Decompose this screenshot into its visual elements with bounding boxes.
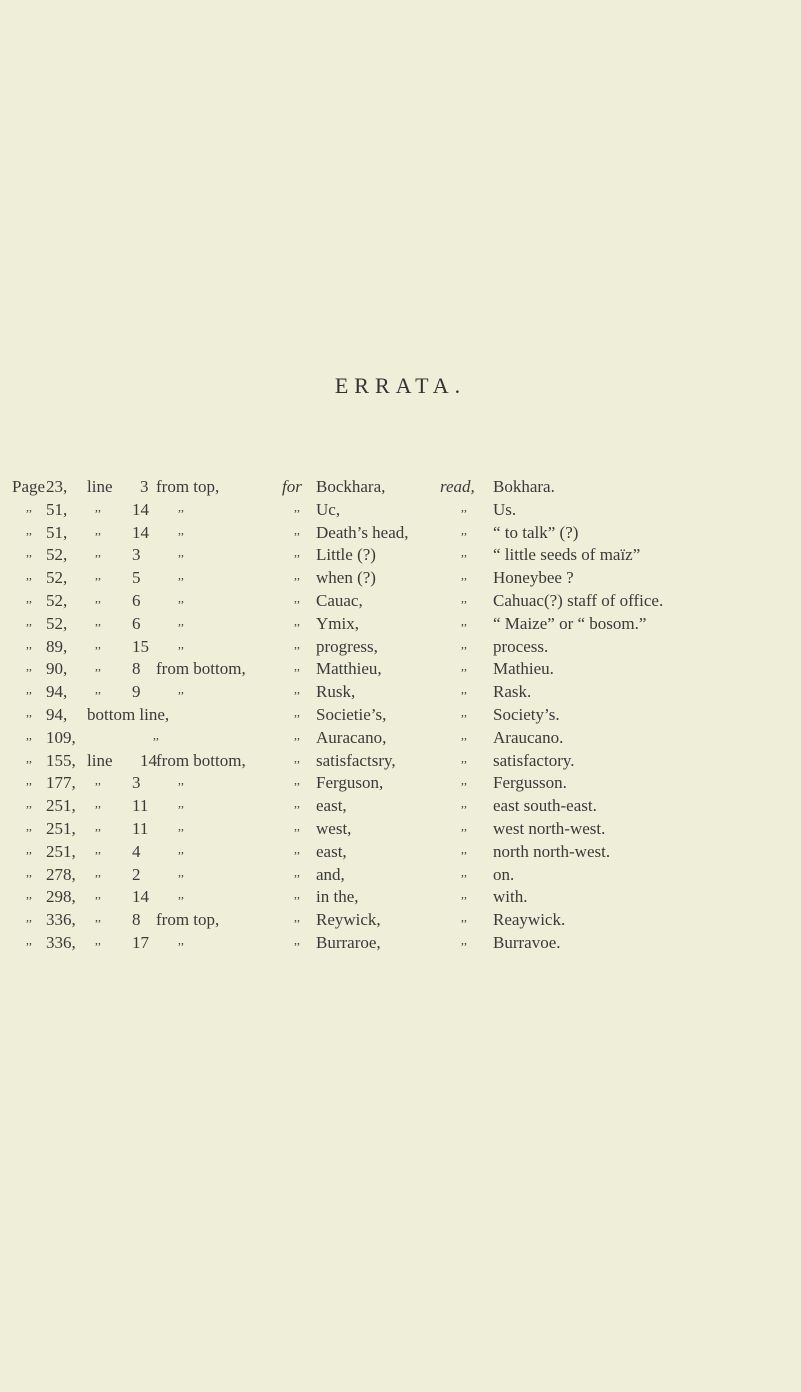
errata-pos: from bottom, <box>156 659 246 679</box>
errata-pg: 89, <box>46 636 68 656</box>
errata-ln: 14 <box>132 499 149 519</box>
errata-ln: 3 <box>140 477 149 496</box>
errata-fw: ,, <box>294 727 300 742</box>
errata-lw: ,, <box>95 636 101 651</box>
errata-p1: Page <box>12 477 46 496</box>
errata-p1: ,, <box>26 659 32 674</box>
errata-rw: ,, <box>461 887 467 902</box>
errata-pos: ,, <box>178 499 184 514</box>
errata-lw: ,, <box>95 545 101 560</box>
errata-lw: ,, <box>95 682 101 697</box>
errata-p1: ,, <box>26 887 32 902</box>
errata-p1: ,, <box>26 750 32 765</box>
errata-ln: 8 <box>132 659 141 679</box>
errata-pos: ,, <box>178 591 184 605</box>
errata-fw: ,, <box>294 522 300 537</box>
errata-fw: ,, <box>294 910 300 925</box>
errata-rw: ,, <box>461 750 467 765</box>
errata-ln: 3 <box>132 545 141 565</box>
errata-lw: ,, <box>95 499 101 514</box>
errata-rw: ,, <box>461 841 467 856</box>
errata-pg: 298, <box>46 887 76 907</box>
errata-pos: ,, <box>178 864 184 879</box>
errata-wrong: Matthieu, <box>316 659 382 679</box>
errata-p1: ,, <box>26 591 32 605</box>
errata-p1: ,, <box>26 841 32 856</box>
errata-p1: ,, <box>26 796 32 811</box>
errata-pg: 336, <box>46 933 76 952</box>
errata-right: Fergusson. <box>493 773 567 793</box>
errata-p1: ,, <box>26 819 32 833</box>
errata-fw: ,, <box>294 591 300 605</box>
errata-wrong: satisfactsry, <box>316 750 396 770</box>
errata-pg: 94, <box>46 705 68 724</box>
errata-ln: 4 <box>132 841 141 861</box>
errata-p1: ,, <box>26 705 32 719</box>
errata-wrong: Societie’s, <box>316 705 387 724</box>
errata-pg: 109, <box>46 727 76 747</box>
errata-rw: ,, <box>461 682 467 697</box>
errata-ln: 14 <box>140 750 157 770</box>
errata-pg: 52, <box>46 613 68 633</box>
errata-pos: from bottom, <box>156 750 246 770</box>
errata-wrong: in the, <box>316 887 359 907</box>
errata-rw: ,, <box>461 773 467 788</box>
errata-ln: 3 <box>132 773 141 793</box>
errata-pg: 51, <box>46 522 68 542</box>
errata-fw: ,, <box>294 887 300 902</box>
errata-p1: ,, <box>26 773 32 788</box>
errata-pg: 52, <box>46 568 68 588</box>
errata-pos: ,, <box>178 522 184 537</box>
errata-rw: ,, <box>461 545 467 560</box>
errata-ln: 15 <box>132 636 149 656</box>
errata-ln: 11 <box>132 819 149 838</box>
errata-rw: ,, <box>461 568 467 583</box>
errata-right: east south-east. <box>493 796 597 816</box>
errata-right: with. <box>493 887 528 907</box>
errata-wrong: Cauac, <box>316 591 363 610</box>
errata-lw: ,, <box>95 591 101 605</box>
errata-right: “ little seeds of maïz” <box>493 545 641 565</box>
errata-rw: ,, <box>461 591 467 605</box>
errata-fw: ,, <box>294 750 300 765</box>
errata-ln: 11 <box>132 796 149 816</box>
errata-right: process. <box>493 636 549 656</box>
errata-pg: 51, <box>46 499 68 519</box>
errata-fw: ,, <box>294 568 300 583</box>
errata-pos: ,, <box>178 773 184 788</box>
errata-pos: ,, <box>178 933 184 947</box>
errata-pos: ,, <box>178 545 184 560</box>
errata-pos: ,, <box>178 841 184 856</box>
errata-pos: from top, <box>156 477 220 496</box>
errata-fw: ,, <box>294 682 300 697</box>
errata-right: satisfactory. <box>493 750 575 770</box>
errata-right: Araucano. <box>493 727 564 747</box>
errata-lw: ,, <box>95 773 101 788</box>
errata-ln: 9 <box>132 682 141 702</box>
errata-fw: ,, <box>294 819 300 833</box>
errata-lw: ,, <box>95 659 101 674</box>
errata-fw: ,, <box>294 545 300 560</box>
errata-wrong: Ymix, <box>316 613 359 633</box>
errata-right: north north-west. <box>493 841 611 861</box>
errata-right: “ to talk” (?) <box>493 522 579 542</box>
errata-p1: ,, <box>26 910 32 925</box>
errata-p1: ,, <box>26 682 32 697</box>
errata-pos: ,, <box>178 613 184 628</box>
errata-right: “ Maize” or “ bosom.” <box>493 613 647 633</box>
errata-pg: 177, <box>46 773 76 793</box>
errata-rw: ,, <box>461 499 467 514</box>
errata-pg: 251, <box>46 841 76 861</box>
errata-pg: 94, <box>46 682 68 702</box>
errata-wrong: Little (?) <box>316 545 376 565</box>
errata-wrong: west, <box>316 819 352 838</box>
errata-rw: ,, <box>461 819 467 833</box>
errata-lw: ,, <box>95 933 101 947</box>
errata-p1: ,, <box>26 636 32 651</box>
errata-rw: ,, <box>461 636 467 651</box>
errata-fw: ,, <box>294 864 300 879</box>
errata-right: Society’s. <box>493 705 560 724</box>
errata-pg: 23, <box>46 477 68 496</box>
errata-lw: bottom line, <box>87 705 170 724</box>
errata-pos: ,, <box>178 796 184 811</box>
errata-wrong: east, <box>316 841 347 861</box>
errata-p1: ,, <box>26 545 32 560</box>
errata-fw: ,, <box>294 773 300 788</box>
errata-pg: 251, <box>46 796 76 816</box>
errata-fw: ,, <box>294 933 300 947</box>
errata-right: Cahuac(?) staff of office. <box>493 591 664 610</box>
errata-pos: ,, <box>178 568 184 583</box>
errata-fw: ,, <box>294 499 300 514</box>
errata-lw: ,, <box>95 522 101 537</box>
errata-pg: 251, <box>46 819 76 838</box>
errata-wrong: Death’s head, <box>316 522 409 542</box>
errata-pg: 336, <box>46 910 76 930</box>
errata-fw: ,, <box>294 796 300 811</box>
errata-wrong: Auracano, <box>316 727 387 747</box>
errata-wrong: Burraroe, <box>316 933 381 952</box>
errata-pos: ,, <box>178 682 184 697</box>
errata-ln: 6 <box>132 613 141 633</box>
errata-lw: ,, <box>95 796 101 811</box>
errata-right: Us. <box>493 499 517 519</box>
errata-pos: ,, <box>153 727 159 742</box>
errata-right: Burravoe. <box>493 933 561 952</box>
errata-lw: ,, <box>95 887 101 902</box>
errata-pos: from top, <box>156 910 220 930</box>
errata-right: Mathieu. <box>493 659 554 679</box>
errata-pg: 52, <box>46 545 68 565</box>
errata-p1: ,, <box>26 568 32 583</box>
errata-rw: ,, <box>461 727 467 742</box>
errata-lw: line <box>87 750 113 770</box>
errata-lw: ,, <box>95 841 101 856</box>
errata-p1: ,, <box>26 499 32 514</box>
errata-ln: 5 <box>132 568 141 588</box>
errata-pg: 90, <box>46 659 68 679</box>
errata-ln: 8 <box>132 910 141 930</box>
errata-pg: 278, <box>46 864 76 884</box>
errata-ln: 14 <box>132 887 149 907</box>
errata-lw: ,, <box>95 568 101 583</box>
errata-rw: ,, <box>461 933 467 947</box>
errata-rw: read, <box>440 477 475 496</box>
errata-lw: ,, <box>95 910 101 925</box>
errata-fw: ,, <box>294 636 300 651</box>
errata-fw: for <box>282 477 302 496</box>
errata-lw: ,, <box>95 613 101 628</box>
errata-wrong: progress, <box>316 636 378 656</box>
errata-ln: 17 <box>132 933 149 952</box>
errata-right: Bokhara. <box>493 477 555 496</box>
errata-pg: 155, <box>46 750 76 770</box>
errata-wrong: Bockhara, <box>316 477 386 496</box>
errata-title: ERRATA. <box>334 373 467 398</box>
errata-wrong: Reywick, <box>316 910 381 930</box>
errata-right: Rask. <box>493 682 532 702</box>
errata-right: on. <box>493 864 515 884</box>
errata-wrong: and, <box>316 864 345 884</box>
errata-p1: ,, <box>26 613 32 628</box>
errata-ln: 6 <box>132 591 141 610</box>
errata-ln: 2 <box>132 864 141 884</box>
errata-lw: ,, <box>95 864 101 879</box>
errata-pg: 52, <box>46 591 68 610</box>
errata-pos: ,, <box>178 636 184 651</box>
errata-right: Honeybee ? <box>493 568 574 588</box>
errata-wrong: east, <box>316 796 347 816</box>
errata-p1: ,, <box>26 522 32 537</box>
errata-rw: ,, <box>461 910 467 925</box>
errata-ln: 14 <box>132 522 149 542</box>
errata-wrong: Uc, <box>316 499 341 519</box>
errata-rw: ,, <box>461 796 467 811</box>
errata-p1: ,, <box>26 864 32 879</box>
errata-rw: ,, <box>461 522 467 537</box>
errata-wrong: Rusk, <box>316 682 356 702</box>
errata-rw: ,, <box>461 659 467 674</box>
errata-fw: ,, <box>294 705 300 719</box>
errata-wrong: Ferguson, <box>316 773 384 793</box>
errata-lw: line <box>87 477 113 496</box>
errata-fw: ,, <box>294 659 300 674</box>
errata-rw: ,, <box>461 613 467 628</box>
errata-wrong: when (?) <box>316 568 376 588</box>
errata-pos: ,, <box>178 887 184 902</box>
errata-rw: ,, <box>461 705 467 719</box>
errata-pos: ,, <box>178 819 184 833</box>
errata-right: west north-west. <box>493 819 606 838</box>
errata-p1: ,, <box>26 933 32 947</box>
errata-lw: ,, <box>95 819 101 833</box>
errata-right: Reaywick. <box>493 910 566 930</box>
errata-p1: ,, <box>26 727 32 742</box>
errata-fw: ,, <box>294 613 300 628</box>
errata-fw: ,, <box>294 841 300 856</box>
errata-rw: ,, <box>461 864 467 879</box>
